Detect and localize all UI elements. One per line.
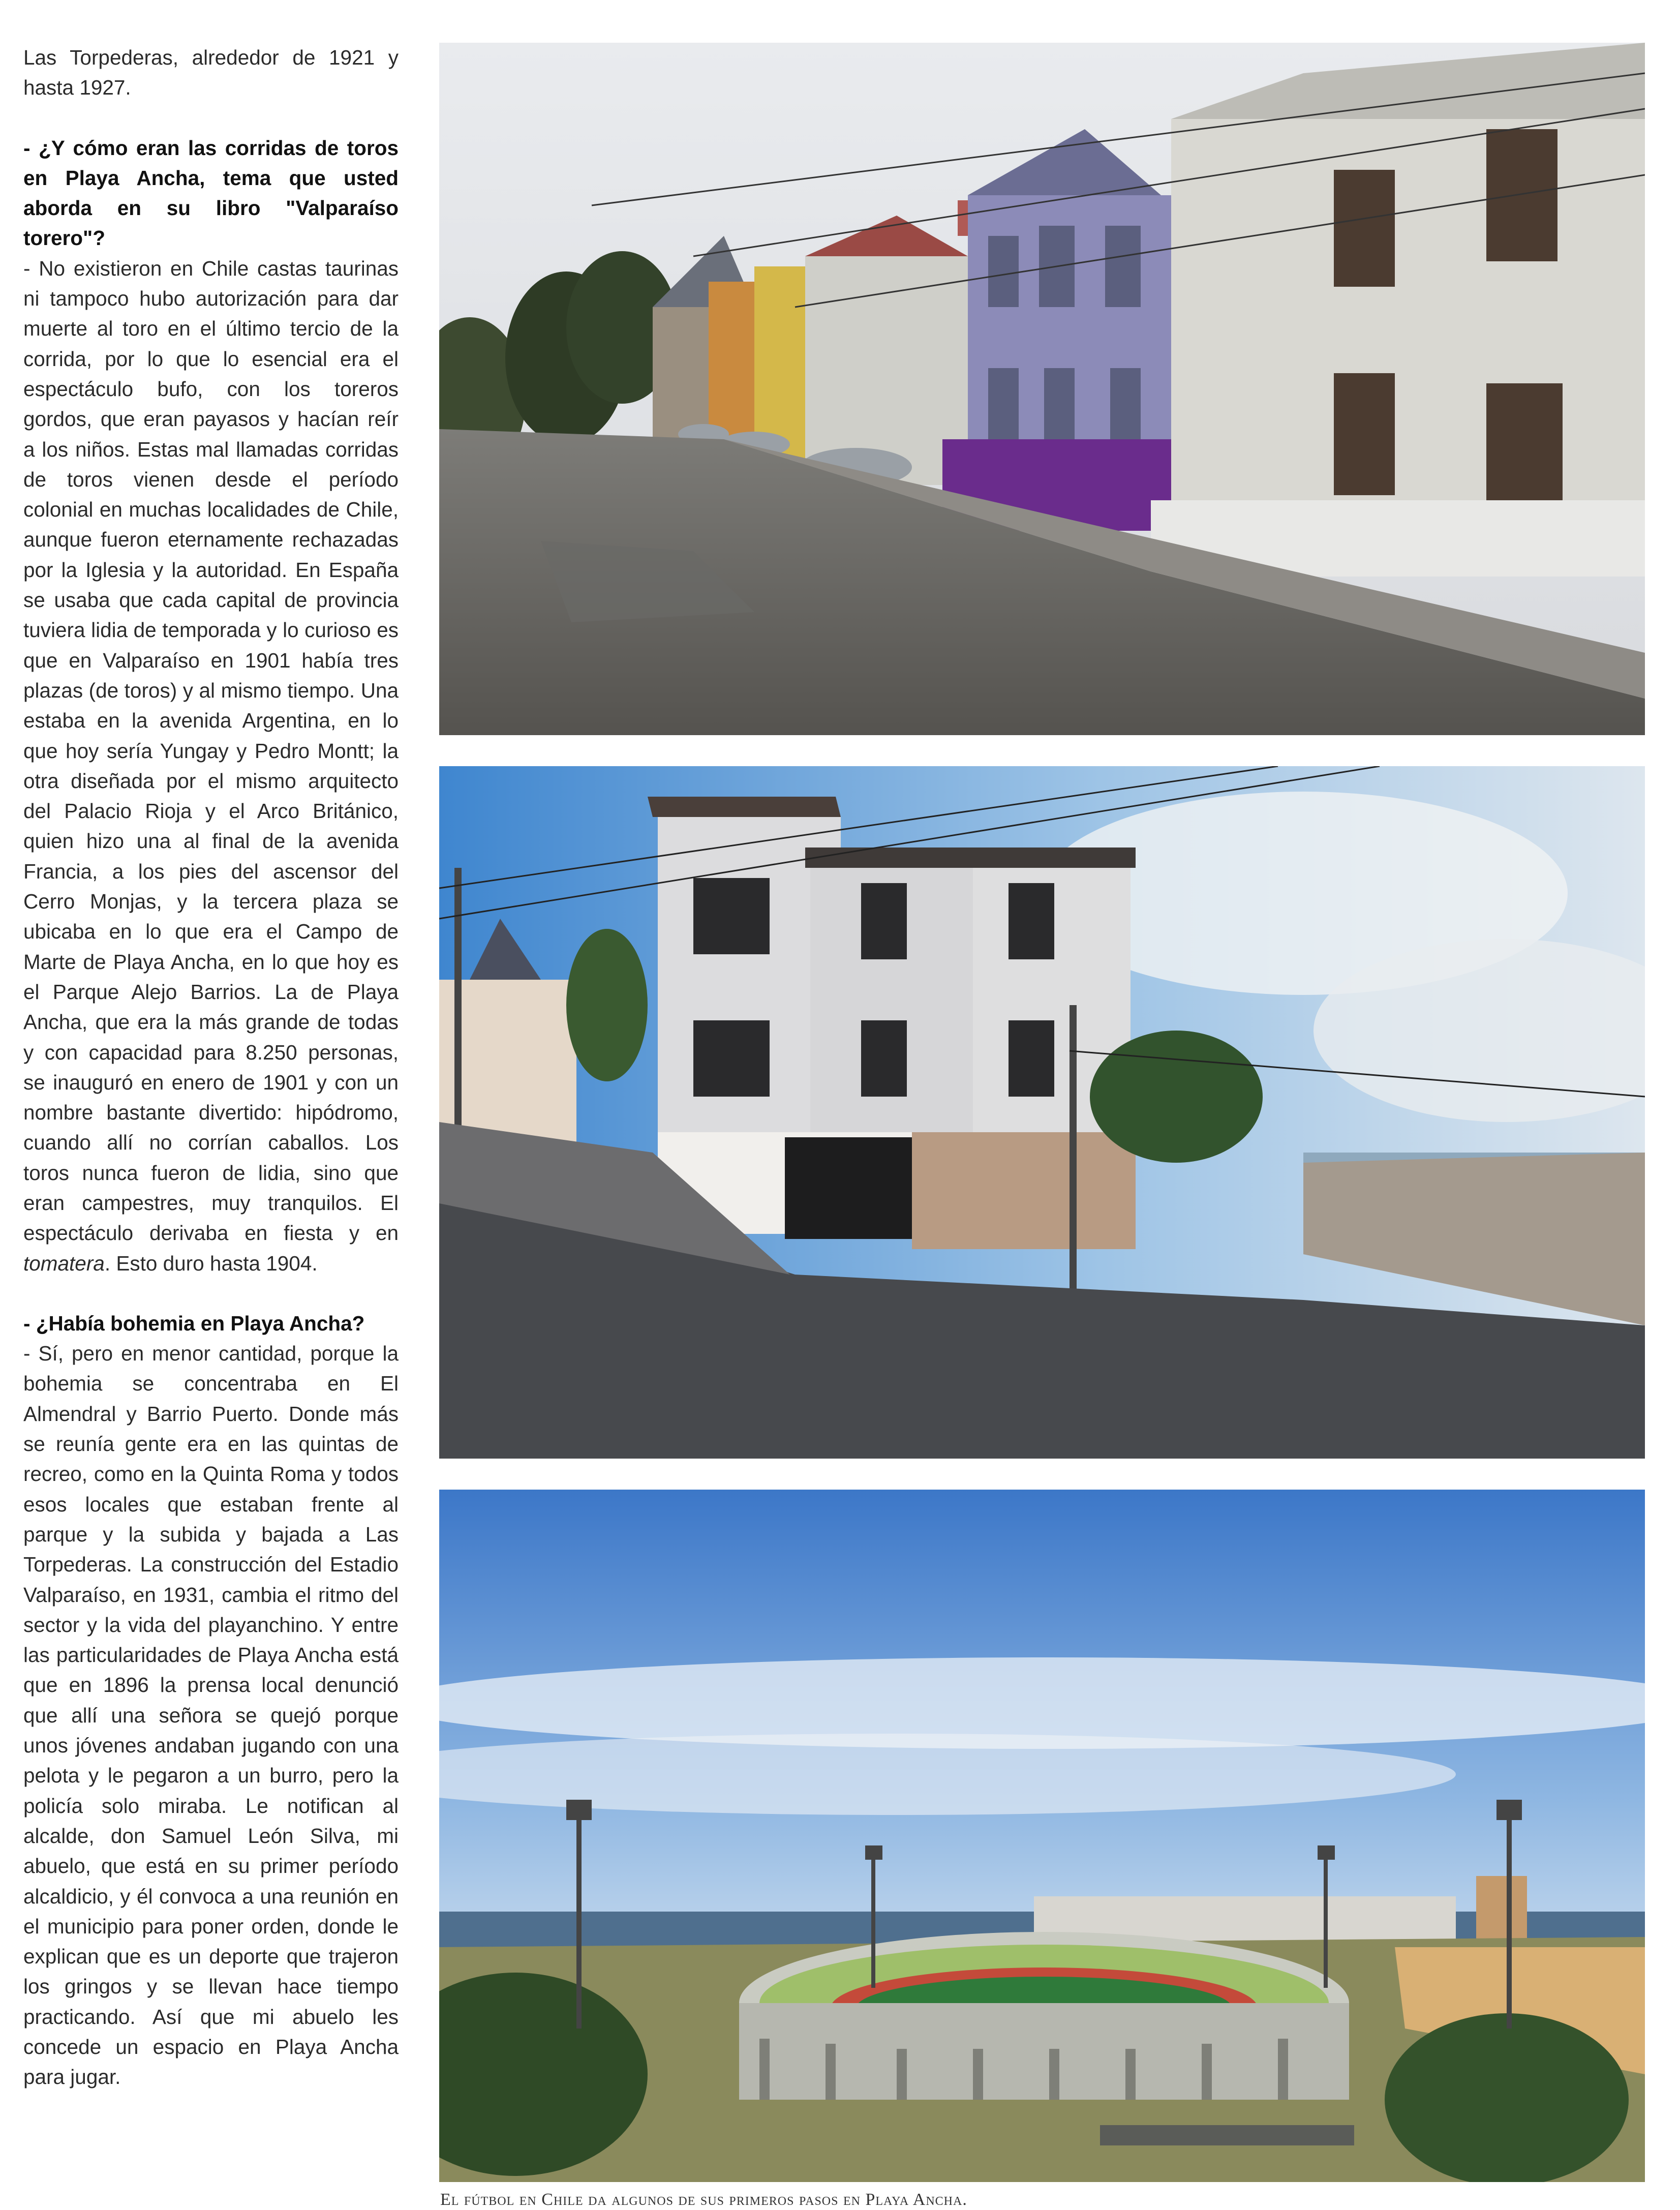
- answer-bohemia: - Sí, pero en menor cantidad, porque la bohemia se concentraba en El Almendral y Barrio Puerto. Donde más se reunía gente era en las quintas de recreo, como en la Quinta Roma y todos esos locales que estaban frente al parque y la subida y bajada a Las Torpederas. La construcción del Estadio Valparaíso, en 1931, cambia el ritmo del sector y la vida del playanchino. Y entre las particularidades de Playa Ancha está que en 1896 la prensa local denunció que allí una señora se quejó porque unos jóvenes andaban jugando con una pelota y le pegaron a un burro, pero la policía solo miraba. Le notifican al alcalde, don Samuel León Silva, mi abuelo, que está en su primer período alcaldicio, y él convoca a una reunión en el municipio para poner orden, donde le explican que es un deporte que trajeron los gringos y se llevan hace tiempo practicando. Así que mi abuelo les concede un espacio en Playa Ancha para jugar.: [23, 1342, 399, 2089]
- answer-bullfights-end: . Esto duro hasta 1904.: [104, 1251, 318, 1275]
- photo-corner-house-hill-street: [439, 766, 1645, 1459]
- article-text-column: [23, 43, 399, 2093]
- photo-stadium-playa-ancha: [439, 1490, 1645, 2182]
- answer-bullfights-italic: tomatera: [23, 1251, 105, 1275]
- photo-colorful-houses-street: [439, 43, 1645, 735]
- question-bullfights: - ¿Y cómo eran las corridas de toros en Playa Ancha, tema que usted aborda en su libro "Valparaíso torero"?: [23, 136, 399, 250]
- photo-caption: El fútbol en Chile da algunos de sus primeros pasos en Playa Ancha.: [440, 2190, 967, 2209]
- answer-bullfights: [23, 254, 399, 1279]
- answer-bullfights-text: - No existieron en Chile castas taurinas ni tampoco hubo autorización para dar muerte al toro en el último tercio de la corrida, por lo que lo esencial era el espectáculo bufo, con los toreros gordos, que eran payasos y hacían reír a los niños. Estas mal llamadas corridas de toros vienen desde el período colonial en muchas localidades de Chile, aunque fueron eternamente rechazadas por la Iglesia y la autoridad. En España se usaba que cada capital de provincia tuviera lidia de temporada y lo curioso es que en Valparaíso en 1901 había tres plazas (de toros) y al mismo tiempo. Una estaba en la avenida Argentina, en lo que hoy sería Yungay y Pedro Montt; la otra diseñada por el mismo arquitecto del Palacio Rioja y el Arco Británico, quien hizo una al final de la avenida Francia, a los pies del ascensor del Cerro Monjas, y la tercera plaza se ubicaba en lo que era el Campo de Marte de Playa Ancha, en lo que hoy es el Parque Alejo Barrios. La de Playa Ancha, que era la más grande de todas y con capacidad para 8.250 personas, se inauguró en enero de 1901 y con un nombre bastante divertido: hipódromo, cuando allí no corrían caballos. Los toros nunca fueron de lidia, sino que eran campestres, muy tranquilos. El espectáculo derivaba en fiesta y en: [23, 256, 399, 1245]
- intro-paragraph: Las Torpederas, alrededor de 1921 y hasta 1927.: [23, 46, 399, 100]
- question-bohemia: - ¿Había bohemia en Playa Ancha?: [23, 1311, 365, 1335]
